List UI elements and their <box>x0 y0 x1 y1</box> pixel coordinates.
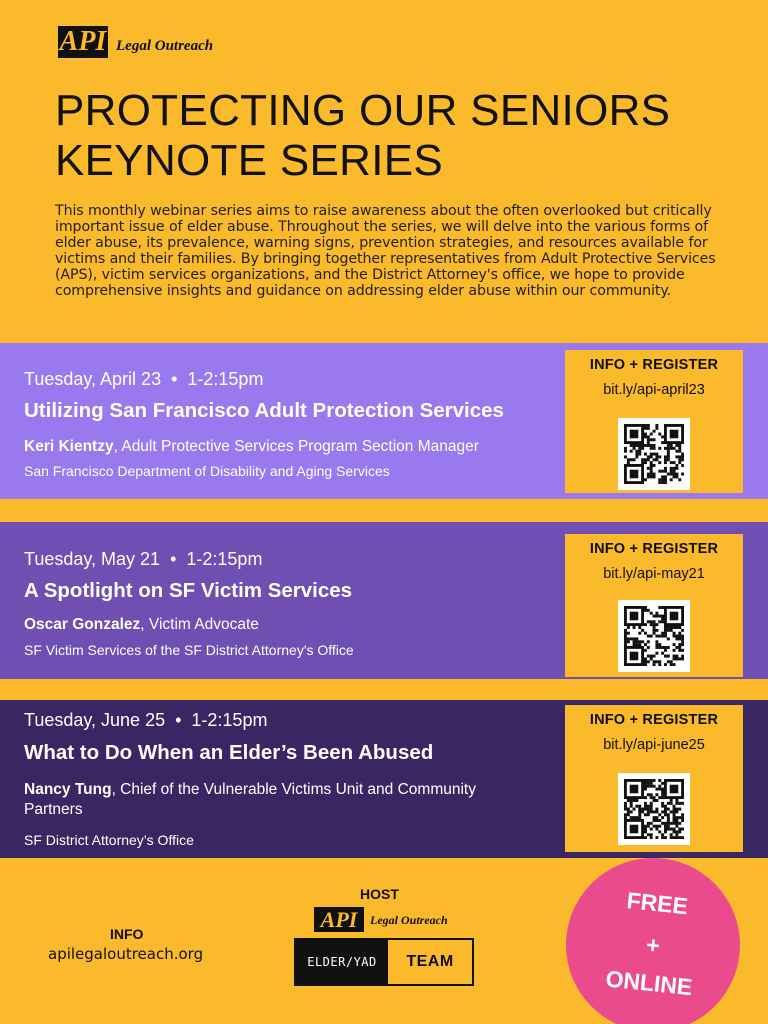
register-box <box>565 534 743 677</box>
register-link[interactable]: bit.ly/api-april23 <box>603 382 705 398</box>
api-logo-text: Legal Outreach <box>116 38 214 54</box>
api-logo-mark: API <box>59 26 107 57</box>
qr-code[interactable] <box>618 418 690 490</box>
event-date: Tuesday, May 21 • 1-2:15pm <box>24 549 263 569</box>
event-title: What to Do When an Elder’s Been Abused <box>24 741 434 764</box>
api-logo <box>58 26 213 58</box>
qr-code[interactable] <box>618 773 690 845</box>
event-date: Tuesday, June 25 • 1-2:15pm <box>24 710 268 730</box>
speaker-name: Oscar Gonzalez <box>24 616 141 633</box>
badge-line-online: ONLINE <box>604 965 694 1001</box>
badge-line-free: FREE <box>625 887 690 920</box>
speaker-name: Keri Kientzy <box>24 438 114 455</box>
host-logo-text: Legal Outreach <box>370 913 448 927</box>
register-link[interactable]: bit.ly/api-may21 <box>603 566 705 582</box>
speaker-name: Nancy Tung <box>24 781 112 798</box>
free-online-badge <box>557 849 748 1024</box>
event-title: A Spotlight on SF Victim Services <box>24 579 353 602</box>
qr-code[interactable] <box>618 600 690 672</box>
event-org: SF Victim Services of the SF District Attorney's Office <box>24 642 354 658</box>
event-org: San Francisco Department of Disability and Aging Services <box>24 463 390 479</box>
event-june <box>0 700 768 858</box>
event-speaker: Nancy Tung, Chief of the Vulnerable Victims Unit and Community Partners <box>24 781 476 818</box>
info-heading: INFO <box>110 926 144 942</box>
event-org: SF District Attorney’s Office <box>24 832 194 848</box>
badge-line-plus: + <box>644 931 662 959</box>
intro-paragraph: This monthly webinar series aims to raise awareness about the often overlooked but critically important issue of elder abuse. Throughout the series, we will delve into the various forms of elder abuse, its prevalence, warning signs, prevention strategies, and resources available for victims and their families. By bringing together representatives from Adult Protective Services (APS), victim services organizations, and the District Attorney's office, we hope to provide comprehensive insights and guidance on addressing elder abuse within our community. <box>55 203 716 299</box>
event-may <box>0 522 768 679</box>
info-url[interactable]: apilegaloutreach.org <box>48 945 204 963</box>
register-heading: INFO + REGISTER <box>589 712 719 728</box>
team-logo-right: TEAM <box>406 953 454 970</box>
event-date: Tuesday, April 23 • 1-2:15pm <box>24 369 264 389</box>
host-heading: HOST <box>360 886 399 902</box>
page-title <box>55 86 745 186</box>
event-april <box>0 343 768 499</box>
event-title: Utilizing San Francisco Adult Protection Services <box>24 399 504 422</box>
event-speaker: Oscar Gonzalez, Victim Advocate <box>24 616 259 633</box>
register-heading: INFO + REGISTER <box>589 357 719 373</box>
title-line-1: PROTECTING OUR SENIORS <box>55 86 671 135</box>
register-heading: INFO + REGISTER <box>589 541 719 557</box>
title-line-2: KEYNOTE SERIES <box>55 136 444 185</box>
host-api-logo <box>314 907 448 932</box>
register-box <box>565 350 743 493</box>
host-logo-mark: API <box>314 907 364 932</box>
register-box <box>565 705 743 852</box>
team-logo-left: ELDER/YAD <box>296 940 388 984</box>
register-link[interactable]: bit.ly/api-june25 <box>603 737 705 753</box>
elder-yad-team-logo <box>294 938 474 986</box>
event-speaker: Keri Kientzy, Adult Protective Services Program Section Manager <box>24 438 479 455</box>
